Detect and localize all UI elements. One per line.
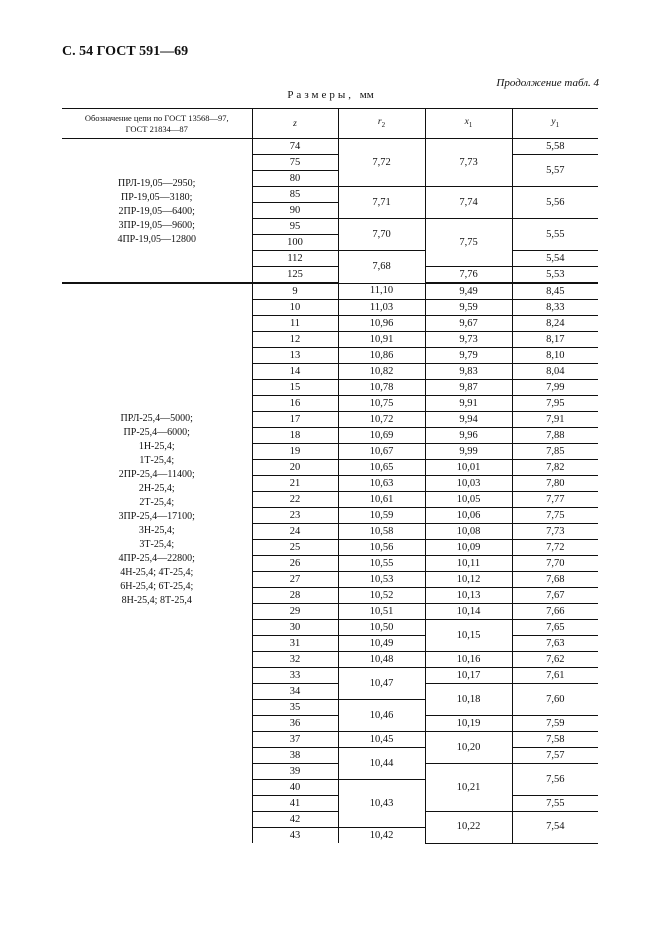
chain-designation: 2Н-25,4; xyxy=(138,483,175,494)
y1-cell: 5,54 xyxy=(512,251,598,267)
y1-cell: 5,57 xyxy=(512,155,598,187)
x1-cell: 10,09 xyxy=(425,540,512,556)
chain-designation: ПРЛ-19,05—2950; xyxy=(118,177,196,189)
x1-cell: 9,59 xyxy=(425,300,512,316)
x1-cell: 10,17 xyxy=(425,668,512,684)
r2-cell: 10,78 xyxy=(338,380,425,396)
r2-cell: 10,51 xyxy=(338,604,425,620)
y1-cell: 7,61 xyxy=(512,668,598,684)
y1-cell: 5,58 xyxy=(512,139,598,155)
x1-cell: 9,87 xyxy=(425,380,512,396)
y1-cell: 7,58 xyxy=(512,732,598,748)
z-cell: 42 xyxy=(252,812,338,828)
chain-designation: 1Н-25,4; xyxy=(138,441,175,452)
y1-cell: 7,91 xyxy=(512,412,598,428)
header-z xyxy=(252,109,338,139)
chain-designations xyxy=(62,283,252,843)
y1-cell: 8,33 xyxy=(512,300,598,316)
r2-cell: 10,53 xyxy=(338,572,425,588)
y1-cell: 7,65 xyxy=(512,620,598,636)
y1-cell: 7,59 xyxy=(512,716,598,732)
r2-cell: 10,56 xyxy=(338,540,425,556)
r2-cell: 10,46 xyxy=(338,700,425,732)
z-cell: 29 xyxy=(252,604,338,620)
header-chain-designation xyxy=(62,109,252,139)
z-cell: 75 xyxy=(252,155,338,171)
r2-cell: 11,10 xyxy=(338,283,425,300)
y1-cell: 7,77 xyxy=(512,492,598,508)
x1-cell: 7,73 xyxy=(425,139,512,187)
r2-cell: 10,61 xyxy=(338,492,425,508)
x1-cell: 7,75 xyxy=(425,219,512,267)
chain-designation: 2ПР-25,4—11400; xyxy=(118,469,195,480)
header-y1-main: y xyxy=(551,117,556,128)
r2-cell: 10,48 xyxy=(338,652,425,668)
y1-cell: 7,95 xyxy=(512,396,598,412)
x1-cell: 9,79 xyxy=(425,348,512,364)
z-cell: 90 xyxy=(252,203,338,219)
chain-designation: ПР-19,05—3180; xyxy=(121,191,193,203)
r2-cell: 10,45 xyxy=(338,732,425,748)
header-y1-sub: 1 xyxy=(555,120,560,129)
r2-cell: 10,52 xyxy=(338,588,425,604)
z-cell: 17 xyxy=(252,412,338,428)
page-header: С. 54 ГОСТ 591—69 xyxy=(62,44,189,59)
header-y1 xyxy=(512,109,598,139)
r2-cell: 10,91 xyxy=(338,332,425,348)
r2-cell: 7,72 xyxy=(338,139,425,187)
y1-cell: 8,17 xyxy=(512,332,598,348)
y1-cell: 8,10 xyxy=(512,348,598,364)
y1-cell: 7,88 xyxy=(512,428,598,444)
chain-designation: ПРЛ-25,4—5000; xyxy=(120,413,193,424)
z-cell: 16 xyxy=(252,396,338,412)
chain-designation: 6Н-25,4; 6Т-25,4; xyxy=(120,581,194,592)
r2-cell: 10,86 xyxy=(338,348,425,364)
header-r2-sub: 2 xyxy=(381,120,386,129)
header-chain-line1: Обозначение цепи по ГОСТ 13568—97, xyxy=(84,112,229,123)
z-cell: 11 xyxy=(252,316,338,332)
r2-cell: 10,65 xyxy=(338,460,425,476)
dimensions-table xyxy=(62,108,598,844)
y1-cell: 7,82 xyxy=(512,460,598,476)
chain-designation: 8Н-25,4; 8Т-25,4 xyxy=(121,595,192,606)
y1-cell: 7,55 xyxy=(512,796,598,812)
x1-cell: 10,06 xyxy=(425,508,512,524)
y1-cell: 7,80 xyxy=(512,476,598,492)
chain-designation: 1Т-25,4; xyxy=(139,455,175,466)
x1-cell: 10,05 xyxy=(425,492,512,508)
r2-cell: 10,44 xyxy=(338,748,425,780)
x1-cell: 10,15 xyxy=(425,620,512,652)
table-row xyxy=(62,139,598,155)
r2-cell: 10,96 xyxy=(338,316,425,332)
chain-designation: 2ПР-19,05—6400; xyxy=(118,205,195,217)
y1-cell: 7,85 xyxy=(512,444,598,460)
y1-cell: 5,55 xyxy=(512,219,598,251)
z-cell: 80 xyxy=(252,171,338,187)
x1-cell: 9,91 xyxy=(425,396,512,412)
z-cell: 27 xyxy=(252,572,338,588)
y1-cell: 7,60 xyxy=(512,684,598,716)
x1-cell: 10,01 xyxy=(425,460,512,476)
y1-cell: 7,57 xyxy=(512,748,598,764)
y1-cell: 5,56 xyxy=(512,187,598,219)
r2-cell: 10,47 xyxy=(338,668,425,700)
x1-cell: 10,16 xyxy=(425,652,512,668)
r2-cell: 7,71 xyxy=(338,187,425,219)
z-cell: 39 xyxy=(252,764,338,780)
r2-cell: 10,59 xyxy=(338,508,425,524)
y1-cell: 7,63 xyxy=(512,636,598,652)
z-cell: 36 xyxy=(252,716,338,732)
subtitle-unit: мм xyxy=(359,89,374,101)
r2-cell: 10,42 xyxy=(338,828,425,844)
table-subtitle xyxy=(0,89,661,101)
r2-cell: 11,03 xyxy=(338,300,425,316)
x1-cell: 9,96 xyxy=(425,428,512,444)
y1-cell: 8,04 xyxy=(512,364,598,380)
x1-cell: 10,08 xyxy=(425,524,512,540)
r2-cell: 7,70 xyxy=(338,219,425,251)
y1-cell: 7,73 xyxy=(512,524,598,540)
chain-designation: 4ПР-19,05—12800 xyxy=(117,233,197,245)
z-cell: 74 xyxy=(252,139,338,155)
z-cell: 85 xyxy=(252,187,338,203)
z-cell: 32 xyxy=(252,652,338,668)
x1-cell: 10,19 xyxy=(425,716,512,732)
z-cell: 15 xyxy=(252,380,338,396)
z-cell: 9 xyxy=(252,283,338,300)
z-cell: 26 xyxy=(252,556,338,572)
z-cell: 112 xyxy=(252,251,338,267)
header-x1-main: x xyxy=(464,117,469,128)
z-cell: 34 xyxy=(252,684,338,700)
x1-cell: 9,73 xyxy=(425,332,512,348)
y1-cell: 7,62 xyxy=(512,652,598,668)
chain-designation: 3ПР-19,05—9600; xyxy=(118,219,195,231)
x1-cell: 9,67 xyxy=(425,316,512,332)
y1-cell: 7,54 xyxy=(512,812,598,844)
x1-cell: 9,94 xyxy=(425,412,512,428)
header-chain-line2: ГОСТ 21834—87 xyxy=(125,123,188,134)
z-cell: 30 xyxy=(252,620,338,636)
chain-designations xyxy=(62,139,252,284)
r2-cell: 10,58 xyxy=(338,524,425,540)
z-cell: 33 xyxy=(252,668,338,684)
table-continuation-label: Продолжение табл. 4 xyxy=(496,77,599,89)
z-cell: 100 xyxy=(252,235,338,251)
y1-cell: 7,70 xyxy=(512,556,598,572)
z-cell: 21 xyxy=(252,476,338,492)
x1-cell: 10,12 xyxy=(425,572,512,588)
z-cell: 23 xyxy=(252,508,338,524)
z-cell: 35 xyxy=(252,700,338,716)
z-cell: 13 xyxy=(252,348,338,364)
z-cell: 95 xyxy=(252,219,338,235)
z-cell: 31 xyxy=(252,636,338,652)
z-cell: 14 xyxy=(252,364,338,380)
chain-designation: ПР-25,4—6000; xyxy=(123,427,190,438)
chain-designation: 4ПР-25,4—22800; xyxy=(118,553,195,564)
header-x1 xyxy=(425,109,512,139)
y1-cell: 8,24 xyxy=(512,316,598,332)
z-cell: 22 xyxy=(252,492,338,508)
chain-group-1 xyxy=(62,139,598,284)
z-cell: 24 xyxy=(252,524,338,540)
subtitle-text: Размеры, xyxy=(287,89,354,101)
z-cell: 18 xyxy=(252,428,338,444)
chain-designation: 3Т-25,4; xyxy=(139,539,175,550)
z-cell: 37 xyxy=(252,732,338,748)
x1-cell: 10,22 xyxy=(425,812,512,844)
x1-cell: 7,74 xyxy=(425,187,512,219)
x1-cell: 10,21 xyxy=(425,764,512,812)
z-cell: 10 xyxy=(252,300,338,316)
x1-cell: 10,03 xyxy=(425,476,512,492)
chain-group-2 xyxy=(62,283,598,843)
y1-cell: 7,67 xyxy=(512,588,598,604)
chain-designation: 4Н-25,4; 4Т-25,4; xyxy=(120,567,194,578)
y1-cell: 5,53 xyxy=(512,267,598,284)
table-row xyxy=(62,283,598,300)
r2-cell: 10,67 xyxy=(338,444,425,460)
header-r2 xyxy=(338,109,425,139)
r2-cell: 10,63 xyxy=(338,476,425,492)
x1-cell: 10,11 xyxy=(425,556,512,572)
chain-designation: 3Н-25,4; xyxy=(138,525,175,536)
y1-cell: 7,66 xyxy=(512,604,598,620)
table-header-row xyxy=(62,109,598,139)
r2-cell: 10,75 xyxy=(338,396,425,412)
z-cell: 40 xyxy=(252,780,338,796)
r2-cell: 10,49 xyxy=(338,636,425,652)
z-cell: 25 xyxy=(252,540,338,556)
r2-cell: 10,69 xyxy=(338,428,425,444)
y1-cell: 8,45 xyxy=(512,283,598,300)
z-cell: 125 xyxy=(252,267,338,284)
r2-cell: 7,68 xyxy=(338,251,425,284)
chain-designation: 2Т-25,4; xyxy=(139,497,175,508)
z-cell: 41 xyxy=(252,796,338,812)
x1-cell: 9,99 xyxy=(425,444,512,460)
z-cell: 38 xyxy=(252,748,338,764)
x1-cell: 10,14 xyxy=(425,604,512,620)
r2-cell: 10,55 xyxy=(338,556,425,572)
z-cell: 28 xyxy=(252,588,338,604)
y1-cell: 7,75 xyxy=(512,508,598,524)
x1-cell: 9,83 xyxy=(425,364,512,380)
header-z-label: z xyxy=(293,118,297,129)
r2-cell: 10,72 xyxy=(338,412,425,428)
z-cell: 12 xyxy=(252,332,338,348)
y1-cell: 7,56 xyxy=(512,764,598,796)
r2-cell: 10,82 xyxy=(338,364,425,380)
x1-cell: 10,13 xyxy=(425,588,512,604)
y1-cell: 7,99 xyxy=(512,380,598,396)
x1-cell: 9,49 xyxy=(425,283,512,300)
x1-cell: 10,20 xyxy=(425,732,512,764)
x1-cell: 7,76 xyxy=(425,267,512,284)
y1-cell: 7,68 xyxy=(512,572,598,588)
z-cell: 20 xyxy=(252,460,338,476)
r2-cell: 10,50 xyxy=(338,620,425,636)
x1-cell: 10,18 xyxy=(425,684,512,716)
z-cell: 43 xyxy=(252,828,338,844)
z-cell: 19 xyxy=(252,444,338,460)
r2-cell: 10,43 xyxy=(338,780,425,828)
chain-designation: 3ПР-25,4—17100; xyxy=(118,511,195,522)
header-x1-sub: 1 xyxy=(468,120,473,129)
y1-cell: 7,72 xyxy=(512,540,598,556)
header-r2-main: r xyxy=(377,117,382,128)
